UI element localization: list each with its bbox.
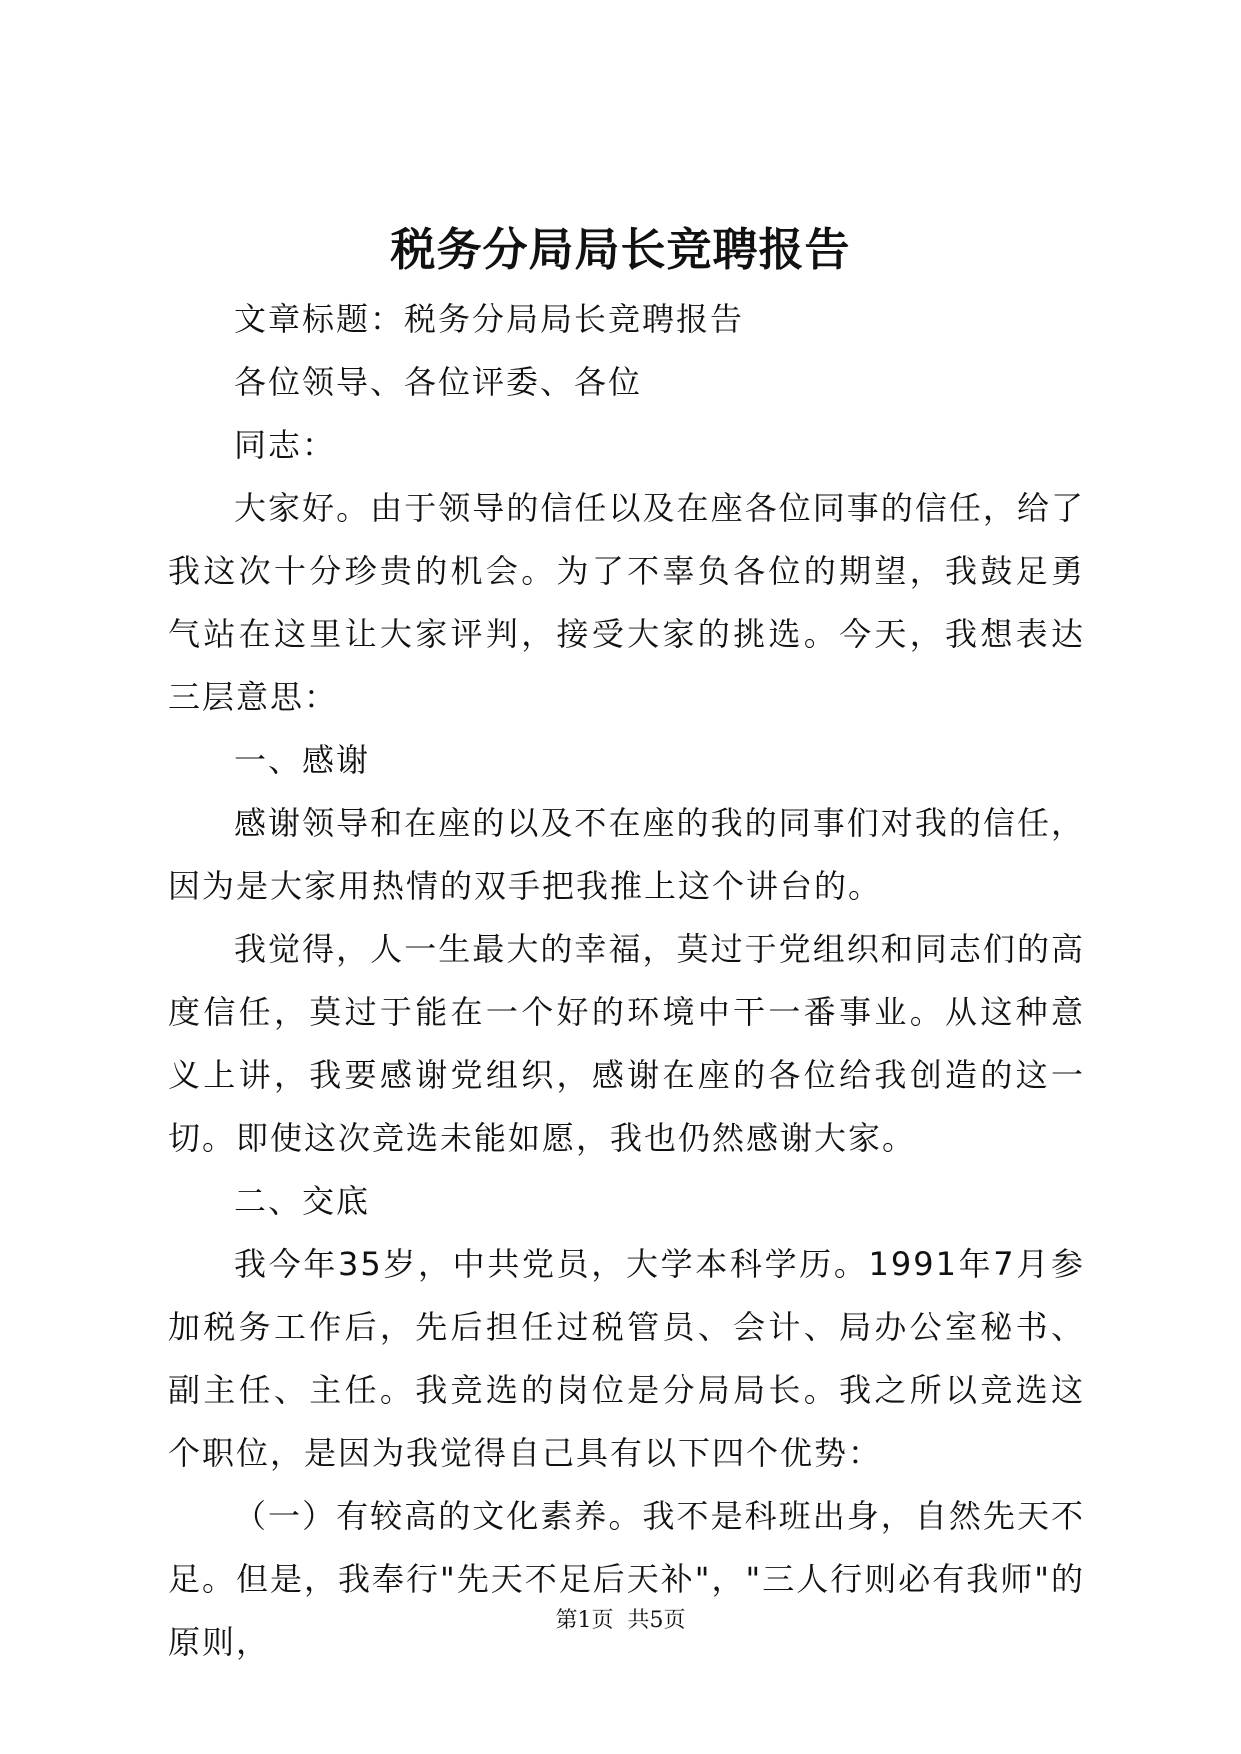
paragraph-salutation-cont: 同志： xyxy=(234,426,337,464)
paragraph-background: 我今年35岁，中共党员，大学本科学历。1991年7月参加税务工作后，先后担任过税管员、会计、局办公室秘书、副主任、主任。我竞选的岗位是分局局长。我之所以竞选这个职位，是因为我觉得自己具有以下四个优势： xyxy=(168,1245,1085,1472)
page-total: 共5页 xyxy=(627,1608,686,1633)
page-footer xyxy=(0,1606,1241,1636)
document-title: 税务分局局长竞聘报告 xyxy=(390,223,851,276)
paragraph-salutation: 各位领导、各位评委、各位 xyxy=(234,363,643,401)
section-heading-background: 二、交底 xyxy=(234,1182,371,1220)
page-number: 第1页 xyxy=(555,1608,614,1633)
paragraph-thanks: 感谢领导和在座的以及不在座的我的同事们对我的信任，因为是大家用热情的双手把我推上这个讲台的。 xyxy=(168,804,1085,905)
paragraph-article-title: 文章标题：税务分局局长竞聘报告 xyxy=(234,300,745,338)
section-heading-thanks: 一、感谢 xyxy=(234,741,371,779)
paragraph-greeting: 大家好。由于领导的信任以及在座各位同事的信任，给了我这次十分珍贵的机会。为了不辜负各位的期望，我鼓足勇气站在这里让大家评判，接受大家的挑选。今天，我想表达三层意思： xyxy=(168,489,1085,716)
document-body xyxy=(168,288,1085,1674)
paragraph-advantage-one: （一）有较高的文化素养。我不是科班出身，自然先天不足。但是，我奉行"先天不足后天补"，"三人行则必有我师"的原则， xyxy=(168,1497,1085,1661)
paragraph-happiness: 我觉得，人一生最大的幸福，莫过于党组织和同志们的高度信任，莫过于能在一个好的环境中干一番事业。从这种意义上讲，我要感谢党组织，感谢在座的各位给我创造的这一切。即使这次竞选未能如愿，我也仍然感谢大家。 xyxy=(168,930,1085,1157)
